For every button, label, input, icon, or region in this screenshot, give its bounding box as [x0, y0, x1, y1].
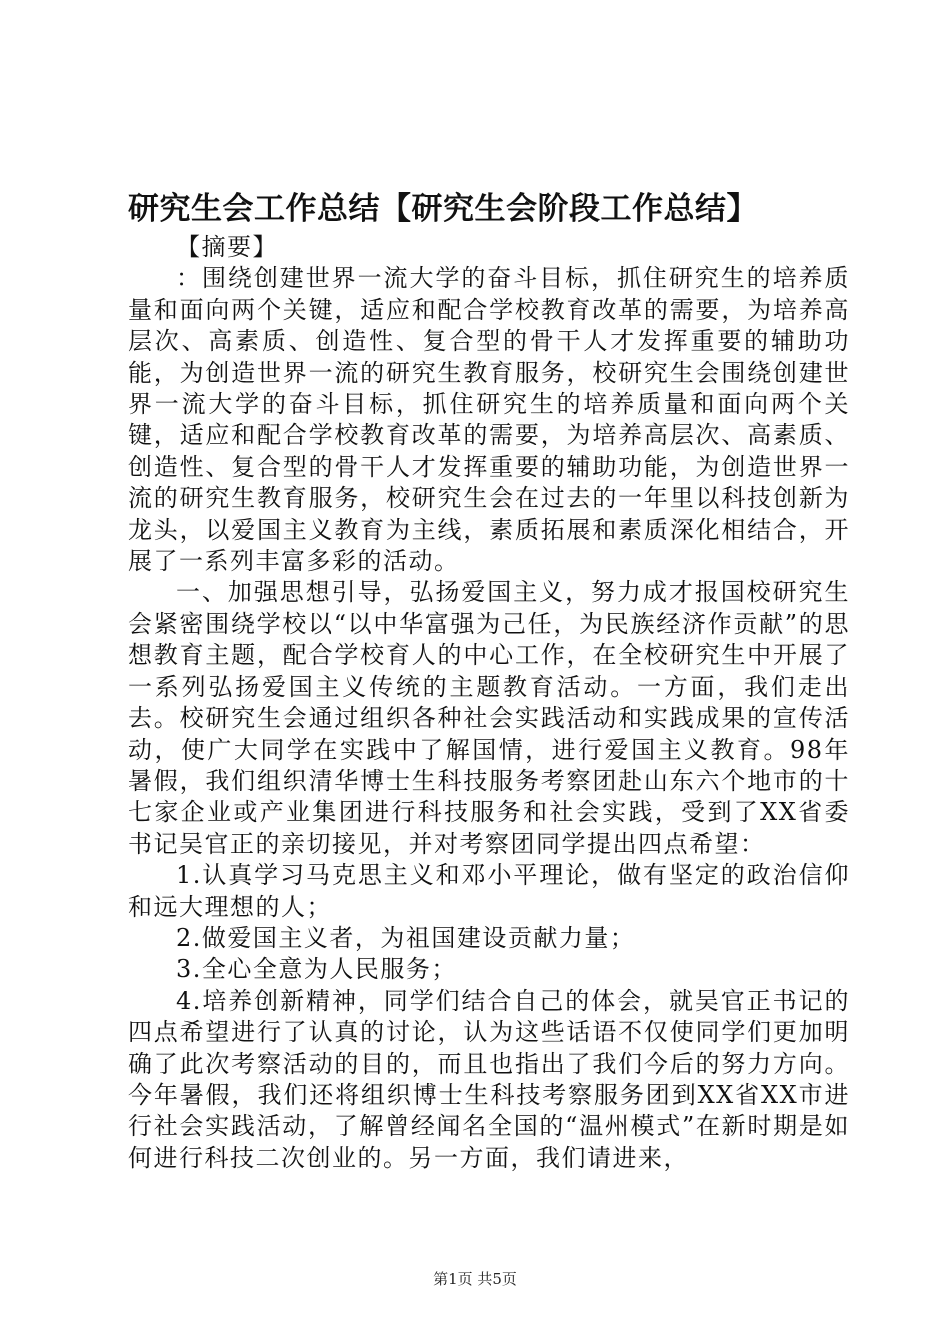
list-item-3: 3.全心全意为人民服务；: [176, 955, 457, 984]
page-number-footer: 第1页 共5页: [433, 1270, 517, 1288]
document-body: [128, 232, 850, 1174]
list-item-2: 2.做爱国主义者，为祖国建设贡献力量；: [176, 923, 636, 952]
abstract-heading: 【摘要】: [176, 233, 278, 261]
section-one-paragraph: 一、加强思想引导，弘扬爱国主义，努力成才报国校研究生会紧密围绕学校以“以中华富强为己任，为民族经济作贡献”的思想教育主题，配合学校育人的中心工作，在全校研究生中开展了一系列弘扬爱国主义传统的主题教育活动。一方面，我们走出去。校研究生会通过组织各种社会实践活动和实践成果的宣传活动，使广大同学在实践中了解国情，进行爱国主义教育。98年暑假，我们组织清华博士生科技服务考察团赴山东六个地市的十七家企业或产业集团进行科技服务和社会实践，受到了XX省委书记吴官正的亲切接见，并对考察团同学提出四点希望：: [128, 578, 850, 858]
document-title: 研究生会工作总结【研究生会阶段工作总结】: [128, 191, 758, 227]
list-item-1: 1.认真学习马克思主义和邓小平理论，做有坚定的政治信仰和远大理想的人；: [128, 861, 850, 921]
abstract-paragraph: ：围绕创建世界一流大学的奋斗目标，抓住研究生的培养质量和面向两个关键，适应和配合学校教育改革的需要，为培养高层次、高素质、创造性、复合型的骨干人才发挥重要的辅助功能，为创造世界一流的研究生教育服务，校研究生会围绕创建世界一流大学的奋斗目标，抓住研究生的培养质量和面向两个关键，适应和配合学校教育改革的需要，为培养高层次、高素质、创造性、复合型的骨干人才发挥重要的辅助功能，为创造世界一流的研究生教育服务，校研究生会在过去的一年里以科技创新为龙头，以爱国主义教育为主线，素质拓展和素质深化相结合，开展了一系列丰富多彩的活动。: [128, 264, 850, 576]
list-item-4: 4.培养创新精神，同学们结合自己的体会，就吴官正书记的四点希望进行了认真的讨论，认为这些话语不仅使同学们更加明确了此次考察活动的目的，而且也指出了我们今后的努力方向。今年暑假，我们还将组织博士生科技考察服务团到XX省XX市进行社会实践活动，了解曾经闻名全国的“温州模式”在新时期是如何进行科技二次创业的。另一方面，我们请进来，: [128, 986, 850, 1172]
